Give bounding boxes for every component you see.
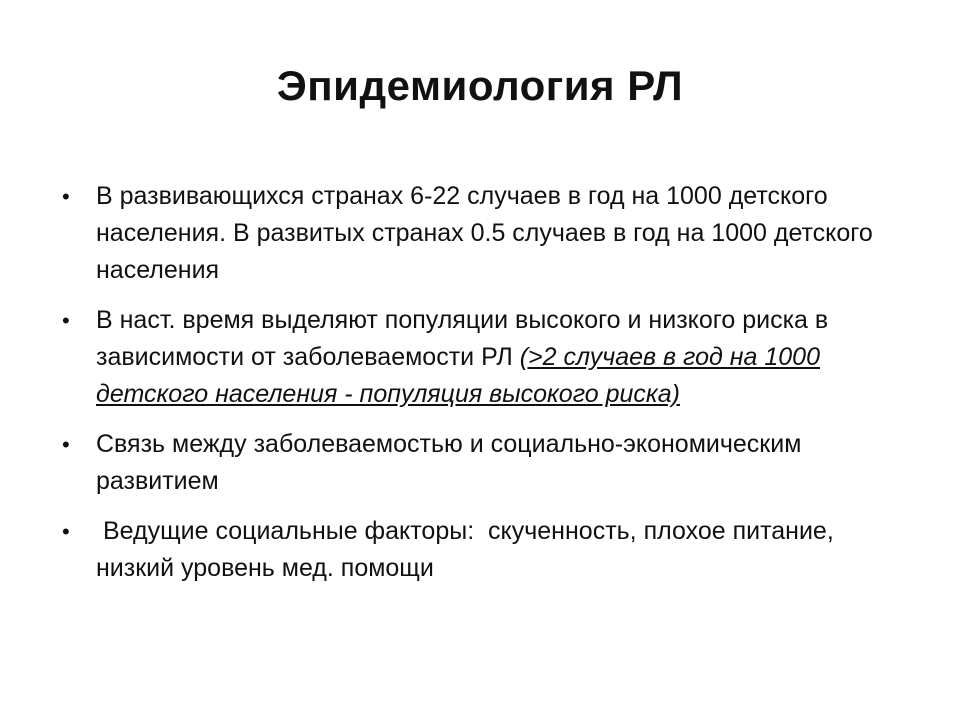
bullet-text: Связь между заболеваемостью и социально-экономическим развитием [96,430,802,495]
bullet-emphasis-text: (>2 случаев в год на 1000 детского населения - популяция высокого риска) [96,343,820,408]
bullet-text: В развивающихся странах 6-22 случаев в год на 1000 детского населения. В развитых странах 0.5 случаев в год на 1000 детского населения [96,182,873,284]
bullet-dot-icon: • [62,308,70,333]
bullet-text: В наст. время выделяют популяции высокого и низкого риска в зависимости от заболеваемости РЛ [96,306,829,371]
slide-title: Эпидемиология РЛ [276,62,684,109]
bullet-dot-icon: • [62,519,70,544]
bullet-list [58,178,888,600]
bullet-item [58,178,888,289]
bullet-item [58,513,888,587]
bullet-dot-icon: • [62,432,70,457]
bullet-text: Ведущие социальные факторы: скученность, плохое питание, низкий уровень мед. помощи [96,517,841,582]
bullet-item [58,302,888,413]
bullet-dot-icon: • [62,184,70,209]
bullet-item [58,426,888,500]
